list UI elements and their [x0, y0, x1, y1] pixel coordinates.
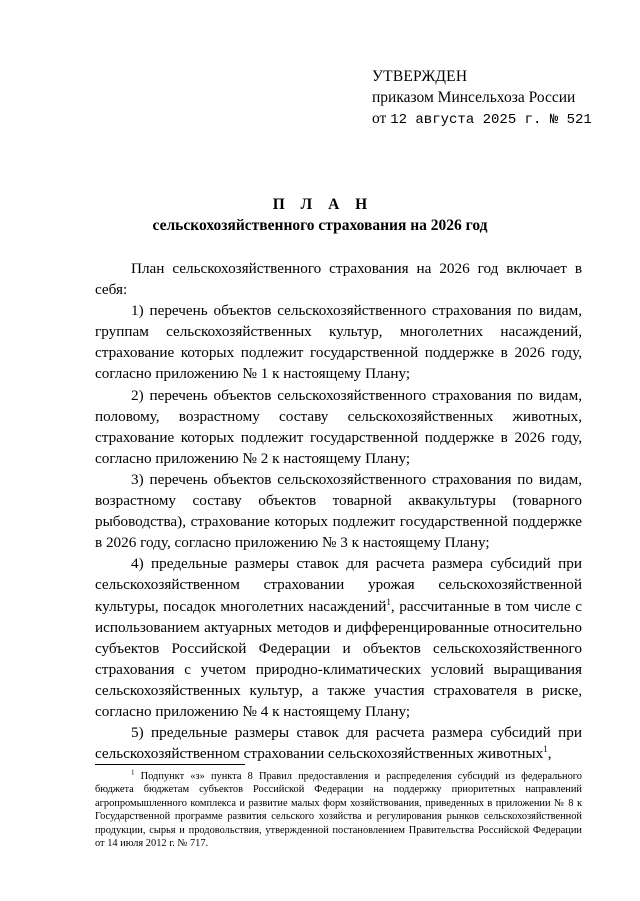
- footnote-marker: 1: [131, 768, 135, 777]
- document-title: [0, 194, 640, 236]
- footnote-separator: [95, 764, 245, 765]
- intro-paragraph: План сельскохозяйственного страхования на 2026 год включает в себя:: [95, 260, 582, 299]
- approval-stamp: [372, 66, 592, 131]
- footnote: [95, 770, 582, 850]
- approval-date-line: [372, 108, 592, 131]
- title-subtitle: сельскохозяйственного страхования на 2026 год: [152, 217, 488, 234]
- approval-date-number: 12 августа 2025 г. № 521: [390, 112, 592, 128]
- item-5-text-b: ,: [547, 745, 552, 763]
- item-4-paragraph: [95, 553, 582, 722]
- item-2-paragraph: 2) перечень объектов сельскохозяйственного страхования по видам, половому, возрастному составу сельскохозяйственных животных, страхование которых подлежит государственной поддержке в 2026 году, согласно приложению № 2 к настоящему Плану;: [95, 386, 582, 467]
- item-3-paragraph: 3) перечень объектов сельскохозяйственного страхования по видам, возрастному составу объектов товарной аквакультуры (товарного рыбоводства), страхование которых подлежит государственной поддержке в 2026 году, согласно приложению № 3 к настоящему Плану;: [95, 470, 582, 552]
- approval-order-line: приказом Минсельхоза России: [372, 89, 576, 106]
- document-body: [95, 258, 582, 764]
- footnote-text: Подпункт «з» пункта 8 Правил предоставления и распределения субсидий из федерального бюджета бюджетам субъектов Российской Федерации на поддержку приоритетных направлений агропромышленного комплекса и развитие малых форм хозяйствования, приведенных в приложении № 8 к Государственной программе развития сельского хозяйства и регулирования рынков сельскохозяйственной продукции, сырья и продовольствия, утвержденной постановлением Правительства Российской Федерации от 14 июля 2012 г. № 717.: [95, 771, 582, 850]
- footnote-reference: 1: [543, 744, 548, 755]
- approval-heading: УТВЕРЖДЕН: [372, 68, 468, 85]
- item-4-text-b: , рассчитанные в том числе с использованием актуарных методов и дифференцированные относительно субъектов Российской Федерации и объектов сельскохозяйственного страхования с учетом природно-климатических условий выращивания сельскохозяйственных культур, а также участия страхователя в риске, согласно приложению № 4 к настоящему Плану;: [95, 597, 582, 720]
- title-plan: П Л А Н: [272, 196, 374, 213]
- item-5-text-a: 5) предельные размеры ставок для расчета размера субсидий при сельскохозяйственном страховании сельскохозяйственных животных: [95, 724, 582, 763]
- footnote-paragraph: [95, 770, 582, 850]
- item-1-paragraph: 1) перечень объектов сельскохозяйственного страхования по видам, группам сельскохозяйственных культур, многолетних насаждений, страхование которых подлежит государственной поддержке в 2026 году, согласно приложению № 1 к настоящему Плану;: [95, 302, 582, 383]
- item-5-paragraph: [95, 722, 582, 764]
- footnote-reference: 1: [386, 596, 391, 607]
- approval-date-prefix: от: [372, 110, 391, 127]
- item-4-text-a: 4) предельные размеры ставок для расчета размера субсидий при сельскохозяйственном страховании урожая сельскохозяйственной культуры, посадок многолетних насаждений: [95, 555, 582, 615]
